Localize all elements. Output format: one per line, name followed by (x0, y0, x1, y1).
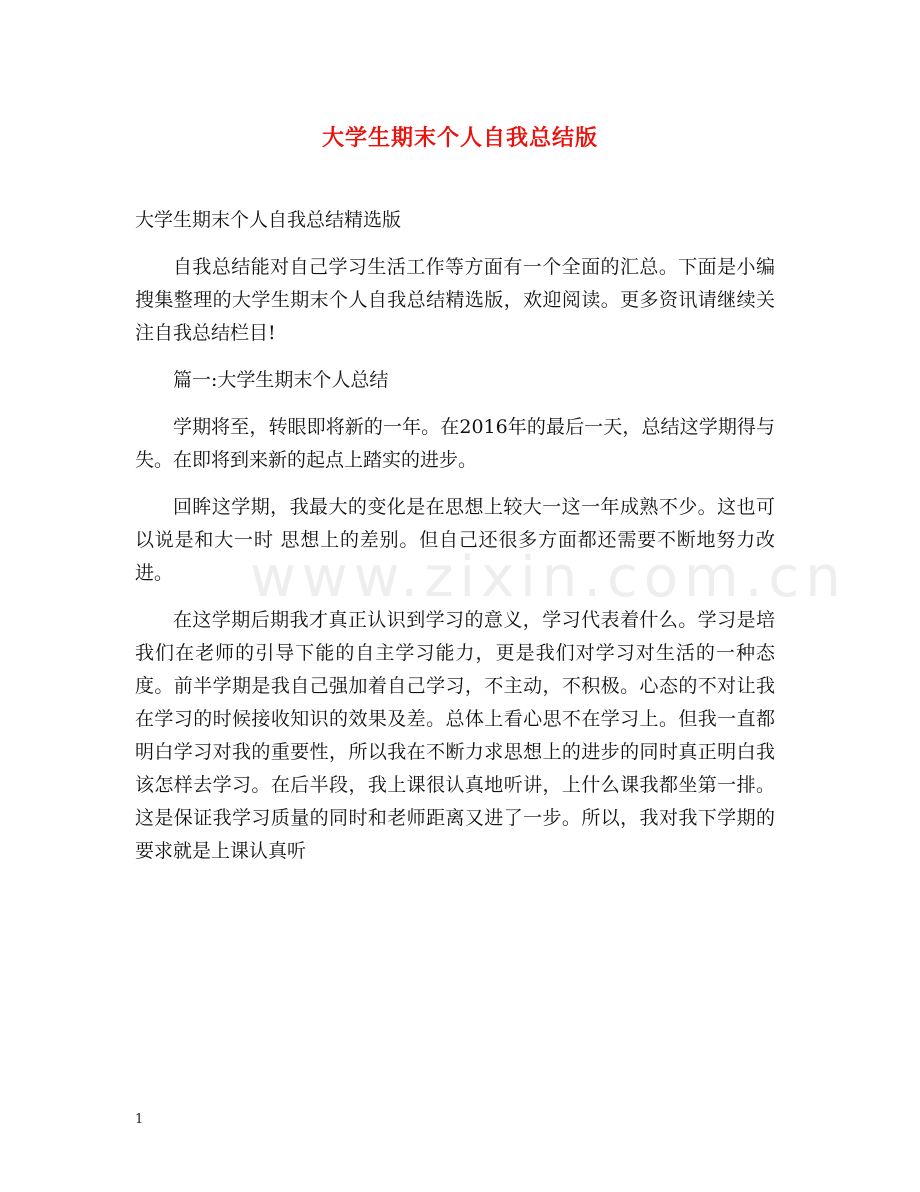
page-number: 1 (135, 1112, 144, 1127)
paragraph: 在这学期后期我才真正认识到学习的意义，学习代表着什么。学习是培我们在老师的引导下能的自主学习能力，更是我们对学习对生活的一种态度。前半学期是我自己强加着自己学习，不主动，不积极。心态的不对让我在学习的时候接收知识的效果及差。总体上看心思不在学习上。但我一直都明白学习对我的重要性，所以我在不断力求思想上的进步的同时真正明白我该怎样去学习。在后半段，我上课很认真地听讲，上什么课我都坐第一排。这是保证我学习质量的同时和老师距离又进了一步。所以，我对我下学期的要求就是上课认真听 (135, 609, 775, 862)
document-title: 大学生期末个人自我总结版 (321, 125, 598, 151)
paragraph-section-heading: 篇一:大学生期末个人总结 (173, 369, 389, 391)
paragraph: 回眸这学期，我最大的变化是在思想上较大一这一年成熟不少。这也可以说是和大一时 思想上的差别。但自己还很多方面都还需要不断地努力改进。 (135, 496, 775, 584)
document-body (135, 204, 775, 882)
paragraph-intro: 自我总结能对自己学习生活工作等方面有一个全面的汇总。下面是小编搜集整理的大学生期末个人自我总结精选版，欢迎阅读。更多资讯请继续关注自我总结栏目! (135, 256, 775, 344)
watermark: www.zixin.com.cn (250, 545, 847, 610)
paragraph: 学期将至，转眼即将新的一年。在2016年的最后一天，总结这学期得与失。在即将到来新的起点上踏实的进步。 (135, 416, 775, 471)
paragraph-subtitle: 大学生期末个人自我总结精选版 (135, 209, 402, 231)
